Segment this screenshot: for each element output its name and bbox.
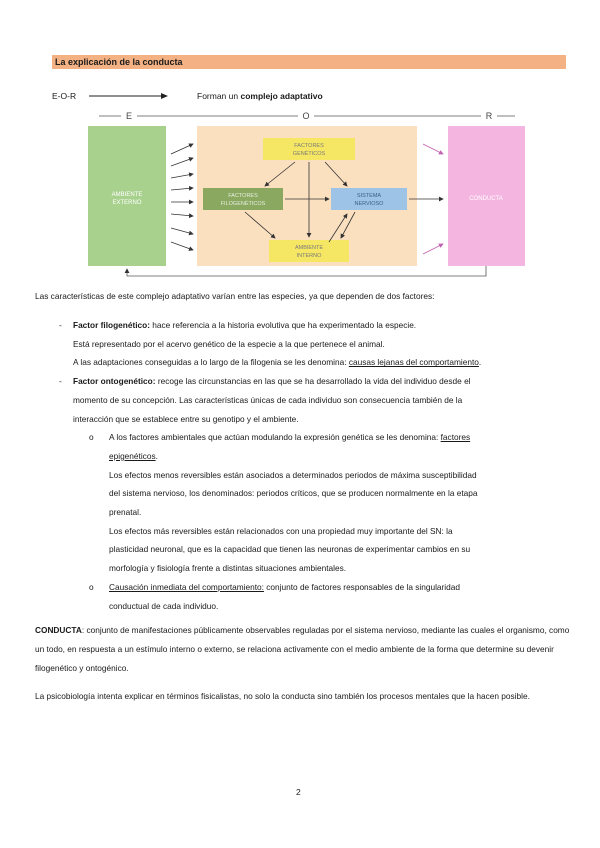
filo-text: hace referencia a la historia evolutiva que ha experimentado la especie. xyxy=(149,320,417,330)
dash-bullet: - xyxy=(59,376,62,387)
circle-bullet: o xyxy=(89,432,94,443)
onto-label: Factor ontogenético: xyxy=(73,376,156,387)
sub1-line4: del sistema nervioso, los denominados: periodos críticos, que se producen normalmente en la etapa xyxy=(109,488,478,499)
list-item-filogenetico xyxy=(35,316,570,335)
ambiente-interno-line2: INTERNO xyxy=(296,253,322,259)
factores-epigeneticos-2: epigenéticos xyxy=(109,450,156,461)
conducta-label: CONDUCTA xyxy=(469,196,503,202)
onto-line3: interacción que se establece entre su genotipo y el ambiente. xyxy=(73,413,299,424)
letter-o: O xyxy=(302,111,310,121)
sub2-text: conjunto de factores responsables de la singularidad xyxy=(263,581,460,592)
sub1-line2 xyxy=(35,447,570,466)
sub1-line3: Los efectos menos reversibles están asociados a determinados periodos de máxima susceptibilidad xyxy=(109,469,477,480)
filo-line3-suffix: . xyxy=(478,357,482,368)
sistema-nervioso-line2: NERVIOSO xyxy=(354,201,384,207)
factores-filogeneticos-line2: FILOGENÉTICOS xyxy=(220,201,266,207)
causacion-inmediata: Causación inmediata del comportamiento: xyxy=(109,581,264,592)
letter-e: E xyxy=(125,111,133,121)
filo-line3-prefix: A las adaptaciones conseguidas a lo largo de la filogenia se les denomina: xyxy=(73,357,349,368)
factores-filogeneticos-line1: FACTORES xyxy=(228,193,258,199)
arrow-right-icon xyxy=(89,92,169,100)
sublist-item-causacion xyxy=(35,578,570,597)
onto-text: recoge las circunstancias en las que se ha desarrollado la vida del individuo desde el xyxy=(155,376,471,387)
sub1-line7: plasticidad neuronal, que es la capacidad que tienen las neuronas de experimentar cambios en su xyxy=(109,544,471,555)
ambiente-externo-line1: AMBIENTE xyxy=(111,192,143,198)
eor-diagram xyxy=(85,104,525,284)
eor-label: E-O-R xyxy=(52,91,77,101)
forman-text xyxy=(197,91,323,101)
sub1-line5: prenatal. xyxy=(109,507,142,518)
sub1-line6: Los efectos más reversibles están relacionados con una propiedad muy importante del SN: la xyxy=(109,525,453,536)
sub1-line8: morfología y fisiología frente a distintas situaciones ambientales. xyxy=(109,563,347,574)
intro-paragraph: Las características de este complejo adaptativo varían entre las especies, ya que dependen de dos factores: xyxy=(35,291,435,301)
factores-geneticos-line1: FACTORES xyxy=(294,143,324,149)
causas-lejanas: causas lejanas del comportamiento xyxy=(348,357,479,368)
page-number: 2 xyxy=(296,787,301,797)
psicobiologia-paragraph: La psicobiología intenta explicar en términos fisicalistas, no solo la conducta sino también los procesos mentales que la hacen posible. xyxy=(35,691,530,701)
sub1-prefix: A los factores ambientales que actúan modulando la expresión genética se les denomina: xyxy=(109,432,441,443)
filo-line3 xyxy=(35,353,570,372)
sub2-line2: conductual de cada individuo. xyxy=(109,600,219,611)
circle-bullet: o xyxy=(89,581,94,592)
filo-label: Factor filogenético: xyxy=(73,320,150,330)
section-title: La explicación de la conducta xyxy=(52,55,566,69)
factors-list xyxy=(35,316,570,615)
sublist-item-epigeneticos xyxy=(35,428,570,447)
onto-line2: momento de su concepción. Las características únicas de cada individuo son consecuencia también de la xyxy=(73,394,463,405)
forman-bold: complejo adaptativo xyxy=(240,91,323,101)
filo-line2: Está representado por el acervo genético de la especie a la que pertenece el animal. xyxy=(73,338,385,349)
factores-geneticos-line2: GENÉTICOS xyxy=(292,151,326,157)
conducta-definition: : conjunto de manifestaciones públicamente observables reguladas por el sistema nervioso, mediante las cuales el organismo, como un todo, en respuesta a un estímulo interno o externo, se relaciona activamente con el medio ambiente de la forma que determine su devenir filogenético y ontogénico. xyxy=(35,625,570,673)
factores-epigeneticos-1: factores xyxy=(440,432,471,443)
feedback-arrow xyxy=(127,266,486,276)
forman-prefix: Forman un xyxy=(197,91,239,101)
ambiente-interno-line1: AMBIENTE xyxy=(294,245,324,251)
sistema-nervioso-line1: SISTEMA xyxy=(356,193,382,199)
letter-r: R xyxy=(485,111,493,121)
sub1-suffix: . xyxy=(155,450,158,461)
ambiente-externo-line2: EXTERNO xyxy=(112,200,142,206)
list-item-ontogenetico xyxy=(35,372,570,391)
conducta-term: CONDUCTA xyxy=(35,625,82,635)
conducta-paragraph xyxy=(35,621,570,678)
dash-bullet: - xyxy=(59,320,62,330)
input-arrows xyxy=(171,144,193,250)
